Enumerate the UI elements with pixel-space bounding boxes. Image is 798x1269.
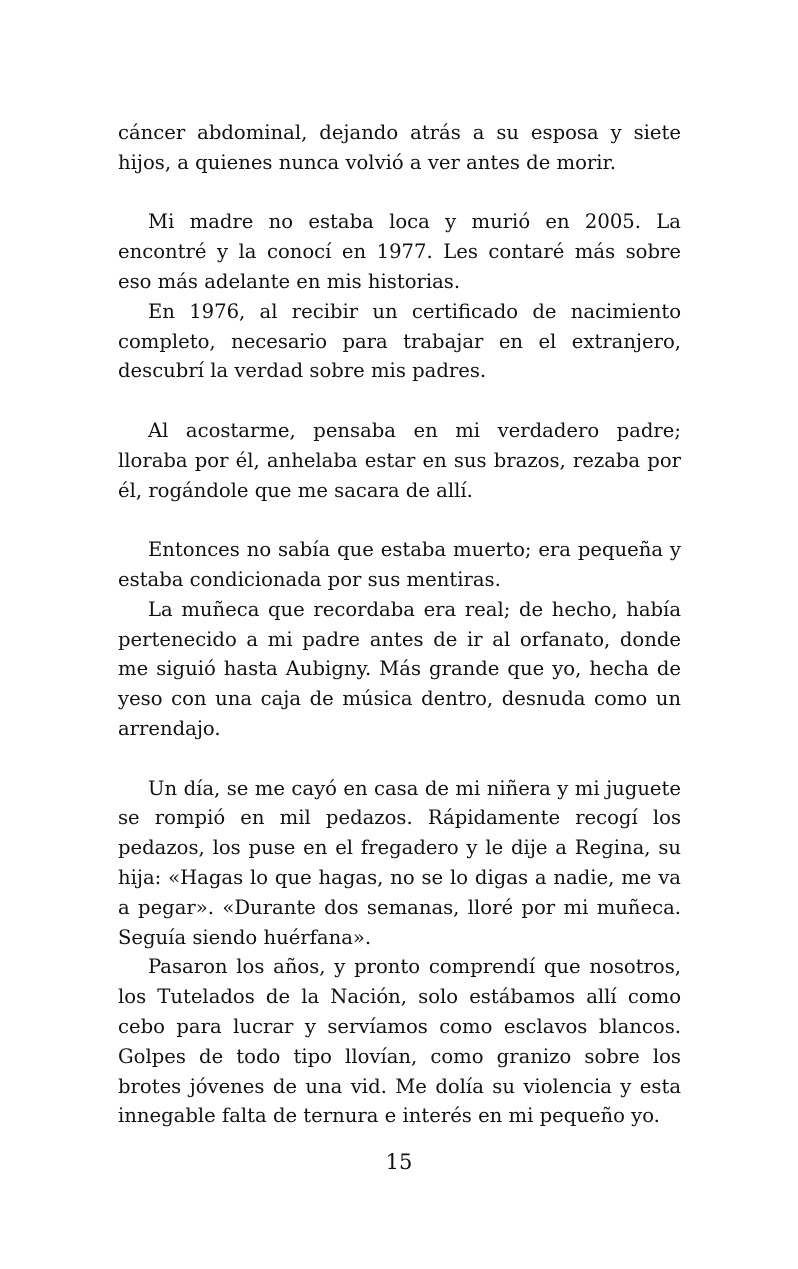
paragraph-gap	[118, 744, 681, 774]
paragraph: Un día, se me cayó en casa de mi niñera y mi juguete se rompió en mil pedazos. Rápidamente recogí los pedazos, los puse en el fregadero y le dije a Regina, su hija: «Hagas lo que hagas, no se lo digas a nadie, me va a pegar». «Durante dos semanas, lloré por mi muñeca. Seguía siendo huérfana».	[118, 776, 681, 949]
paragraph: Pasaron los años, y pronto comprendí que nosotros, los Tutelados de la Nación, solo estábamos allí como cebo para lucrar y servíamos como esclavos blancos. Golpes de todo tipo llovían, como granizo sobre los brotes jóvenes de una vid. Me dolía su violencia y esta innegable falta de ternura e interés en mi pequeño yo.	[118, 955, 681, 1128]
paragraph: Entonces no sabía que estaba muerto; era pequeña y estaba condicionada por sus mentiras.	[118, 538, 681, 591]
page-number: 15	[385, 1150, 413, 1174]
paragraph: La muñeca que recordaba era real; de hecho, había pertenecido a mi padre antes de ir al orfanato, donde me siguió hasta Aubigny. Más grande que yo, hecha de yeso con una caja de música dentro, desnuda como un arrendajo.	[118, 597, 681, 740]
paragraph-gap	[118, 178, 681, 208]
paragraph: En 1976, al recibir un certificado de nacimiento completo, necesario para trabajar en el extranjero, descubrí la verdad sobre mis padres.	[118, 299, 681, 383]
paragraph: cáncer abdominal, dejando atrás a su esposa y siete hijos, a quienes nunca volvió a ver antes de morir.	[118, 121, 681, 174]
paragraph: Al acostarme, pensaba en mi verdadero padre; lloraba por él, anhelaba estar en sus brazos, rezaba por él, rogándole que me sacara de allí.	[118, 418, 681, 502]
paragraph: Mi madre no estaba loca y murió en 2005. La encontré y la conocí en 1977. Les contaré más sobre eso más adelante en mis historias.	[118, 210, 681, 293]
body-text	[118, 118, 681, 1131]
paragraph-gap	[118, 505, 681, 535]
paragraph-gap	[118, 386, 681, 416]
